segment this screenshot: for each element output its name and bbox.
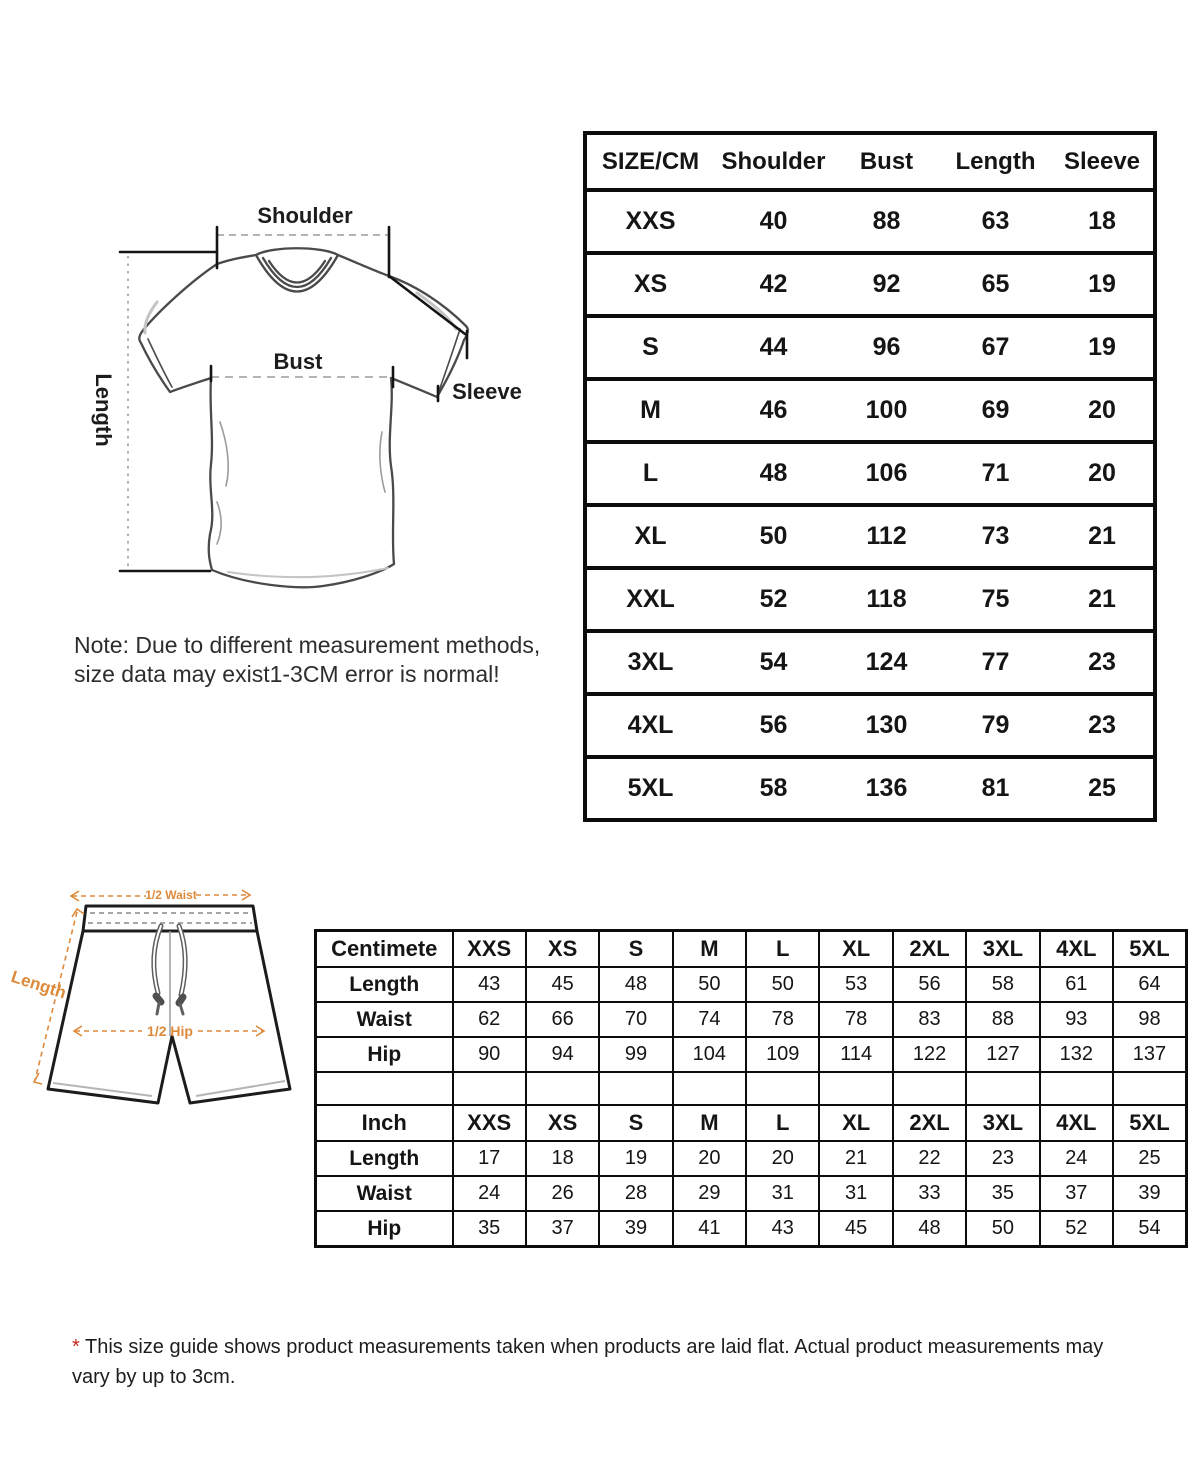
value-cell: 100 <box>865 396 908 424</box>
value-cell: 21 <box>1088 522 1116 550</box>
value-cell: 25 <box>1113 1141 1186 1176</box>
value-cell: 92 <box>872 270 901 298</box>
value-cell: L <box>746 931 819 968</box>
shirt-table-row <box>585 631 1155 694</box>
value-cell: 24 <box>453 1176 526 1211</box>
value-cell: 45 <box>819 1211 892 1247</box>
shirt-size-table <box>583 131 1157 822</box>
value-cell <box>1113 1072 1186 1105</box>
shirt-table-header-row <box>585 133 1155 190</box>
value-cell: 54 <box>759 648 788 676</box>
value-cell: M <box>673 1105 746 1141</box>
value-cell: 66 <box>526 1002 599 1037</box>
inch-table-header-row <box>316 1105 1187 1141</box>
value-cell: S <box>599 931 672 968</box>
value-cell: 40 <box>759 207 788 235</box>
shirt-table-row <box>585 379 1155 442</box>
row-label-cell: Waist <box>316 1176 453 1211</box>
value-cell: 71 <box>981 459 1010 487</box>
row-label-cell: 5XL <box>627 774 674 802</box>
value-cell: 3XL <box>966 931 1039 968</box>
value-cell: 22 <box>893 1141 966 1176</box>
value-cell: 20 <box>1088 396 1116 424</box>
measurement-note <box>74 631 540 689</box>
length-label: Length <box>91 373 116 447</box>
cm-table-header-row <box>316 931 1187 968</box>
value-cell: XS <box>526 1105 599 1141</box>
value-cell: 18 <box>526 1141 599 1176</box>
value-cell: 96 <box>872 333 901 361</box>
value-cell: 23 <box>1088 648 1116 676</box>
value-cell: 19 <box>599 1141 672 1176</box>
value-cell: 62 <box>453 1002 526 1037</box>
value-cell: 75 <box>981 585 1010 613</box>
value-cell: 48 <box>759 459 788 487</box>
value-cell: 37 <box>1040 1176 1113 1211</box>
value-cell: 50 <box>759 522 788 550</box>
value-cell: Bust <box>859 147 914 175</box>
shorts-measurement-diagram <box>0 860 320 1150</box>
row-label-cell: M <box>640 396 661 424</box>
value-cell: 3XL <box>966 1105 1039 1141</box>
value-cell: 19 <box>1088 270 1116 298</box>
half-hip-label: 1/2 Hip <box>147 1023 193 1039</box>
value-cell: 5XL <box>1113 931 1186 968</box>
value-cell: 58 <box>759 774 788 802</box>
value-cell: 104 <box>673 1037 746 1072</box>
value-cell: 35 <box>966 1176 1039 1211</box>
value-cell: 23 <box>966 1141 1039 1176</box>
shirt-table-row <box>585 442 1155 505</box>
value-cell: 26 <box>526 1176 599 1211</box>
value-cell: 35 <box>453 1211 526 1247</box>
cm-table-row <box>316 1002 1187 1037</box>
row-label-cell: XL <box>634 522 667 550</box>
value-cell: 74 <box>673 1002 746 1037</box>
value-cell: 99 <box>599 1037 672 1072</box>
value-cell: XXS <box>453 931 526 968</box>
value-cell: 50 <box>746 967 819 1002</box>
row-label-cell: SIZE/CM <box>601 147 700 175</box>
value-cell <box>1040 1072 1113 1105</box>
value-cell: 53 <box>819 967 892 1002</box>
value-cell: 56 <box>893 967 966 1002</box>
value-cell: 132 <box>1040 1037 1113 1072</box>
shirt-size-table-body <box>585 133 1155 820</box>
value-cell: L <box>746 1105 819 1141</box>
row-label-cell: Length <box>316 1141 453 1176</box>
value-cell <box>599 1072 672 1105</box>
row-label-cell: Waist <box>316 1002 453 1037</box>
inch-table-row <box>316 1141 1187 1176</box>
value-cell: 137 <box>1113 1037 1186 1072</box>
value-cell: 44 <box>759 333 788 361</box>
footnote-asterisk: * <box>72 1336 80 1358</box>
value-cell: 67 <box>981 333 1010 361</box>
value-cell: 5XL <box>1113 1105 1186 1141</box>
value-cell: 56 <box>759 711 788 739</box>
bust-label: Bust <box>273 349 323 374</box>
row-label-cell: Centimete <box>316 931 453 968</box>
value-cell: XL <box>819 1105 892 1141</box>
cm-table-row <box>316 1037 1187 1072</box>
row-label-cell: Hip <box>316 1037 453 1072</box>
row-label-cell: XS <box>633 270 668 298</box>
value-cell: 81 <box>981 774 1010 802</box>
value-cell: XXS <box>453 1105 526 1141</box>
value-cell: 90 <box>453 1037 526 1072</box>
value-cell: 42 <box>759 270 788 298</box>
value-cell: 20 <box>746 1141 819 1176</box>
spacer-row <box>316 1072 1187 1105</box>
value-cell: 43 <box>453 967 526 1002</box>
value-cell: 2XL <box>893 931 966 968</box>
shirt-table-row <box>585 316 1155 379</box>
value-cell: 79 <box>981 711 1010 739</box>
row-label-cell: 3XL <box>627 648 674 676</box>
value-cell: 70 <box>599 1002 672 1037</box>
value-cell: 2XL <box>893 1105 966 1141</box>
size-guide-footnote <box>72 1332 1200 1392</box>
value-cell: 17 <box>453 1141 526 1176</box>
value-cell: 41 <box>673 1211 746 1247</box>
value-cell: 19 <box>1088 333 1116 361</box>
value-cell <box>746 1072 819 1105</box>
shirt-table-row <box>585 190 1155 253</box>
footnote-line1: This size guide shows product measurements taken when products are laid flat. Actual product measurements may <box>85 1336 1104 1358</box>
value-cell: Length <box>955 147 1036 175</box>
value-cell: S <box>599 1105 672 1141</box>
half-waist-label: 1/2 Waist <box>145 888 197 902</box>
value-cell: 64 <box>1113 967 1186 1002</box>
row-label-cell: S <box>642 333 659 361</box>
row-label-cell: Length <box>316 967 453 1002</box>
value-cell: M <box>673 931 746 968</box>
value-cell: 127 <box>966 1037 1039 1072</box>
shorts-size-table <box>314 929 1188 1248</box>
value-cell: 88 <box>966 1002 1039 1037</box>
value-cell <box>966 1072 1039 1105</box>
value-cell: 39 <box>599 1211 672 1247</box>
value-cell: 20 <box>673 1141 746 1176</box>
value-cell: 4XL <box>1040 931 1113 968</box>
value-cell <box>893 1072 966 1105</box>
value-cell: 50 <box>673 967 746 1002</box>
footnote-line2: vary by up to 3cm. <box>72 1366 236 1388</box>
value-cell: 21 <box>1088 585 1116 613</box>
row-label-cell: Hip <box>316 1211 453 1247</box>
value-cell: 77 <box>981 648 1010 676</box>
value-cell: 28 <box>599 1176 672 1211</box>
row-label-cell: XXL <box>626 585 675 613</box>
measurement-note-line2: size data may exist1-3CM error is normal! <box>74 661 500 687</box>
value-cell: Sleeve <box>1063 147 1141 175</box>
value-cell <box>453 1072 526 1105</box>
row-label-cell <box>316 1072 453 1105</box>
shoulder-label: Shoulder <box>257 203 353 228</box>
value-cell: 98 <box>1113 1002 1186 1037</box>
row-label-cell: Inch <box>316 1105 453 1141</box>
value-cell: 50 <box>966 1211 1039 1247</box>
value-cell: XL <box>819 931 892 968</box>
value-cell: 21 <box>819 1141 892 1176</box>
value-cell: 37 <box>526 1211 599 1247</box>
value-cell: 29 <box>673 1176 746 1211</box>
value-cell: 114 <box>819 1037 892 1072</box>
shirt-table-row <box>585 694 1155 757</box>
value-cell <box>526 1072 599 1105</box>
shirt-table-row <box>585 505 1155 568</box>
sleeve-label: Sleeve <box>452 379 522 404</box>
value-cell: 94 <box>526 1037 599 1072</box>
value-cell: 69 <box>981 396 1010 424</box>
value-cell: 73 <box>981 522 1010 550</box>
value-cell: 48 <box>893 1211 966 1247</box>
value-cell: 52 <box>759 585 788 613</box>
value-cell: 78 <box>819 1002 892 1037</box>
value-cell: 46 <box>759 396 788 424</box>
inch-table-row <box>316 1211 1187 1247</box>
value-cell: 112 <box>866 522 907 550</box>
value-cell: 33 <box>893 1176 966 1211</box>
value-cell: 45 <box>526 967 599 1002</box>
value-cell: 43 <box>746 1211 819 1247</box>
row-label-cell: L <box>642 459 659 487</box>
value-cell: 52 <box>1040 1211 1113 1247</box>
value-cell <box>673 1072 746 1105</box>
value-cell: 61 <box>1040 967 1113 1002</box>
cm-table-row <box>316 967 1187 1002</box>
value-cell: 58 <box>966 967 1039 1002</box>
value-cell: 39 <box>1113 1176 1186 1211</box>
value-cell: 4XL <box>1040 1105 1113 1141</box>
value-cell: 63 <box>981 207 1010 235</box>
value-cell <box>819 1072 892 1105</box>
value-cell: 31 <box>819 1176 892 1211</box>
shorts-size-table-body <box>316 931 1187 1247</box>
value-cell: 124 <box>865 648 908 676</box>
value-cell: 83 <box>893 1002 966 1037</box>
shorts-outline <box>48 906 290 1103</box>
tshirt-measurement-diagram <box>60 180 560 620</box>
value-cell: 93 <box>1040 1002 1113 1037</box>
value-cell: 106 <box>865 459 908 487</box>
value-cell: 136 <box>865 774 908 802</box>
shirt-table-row <box>585 568 1155 631</box>
value-cell: 109 <box>746 1037 819 1072</box>
value-cell: 122 <box>893 1037 966 1072</box>
value-cell: 130 <box>865 711 908 739</box>
row-label-cell: XXS <box>625 207 676 235</box>
measurement-note-line1: Note: Due to different measurement methods, <box>74 632 541 658</box>
value-cell: Shoulder <box>721 147 826 175</box>
value-cell: 65 <box>981 270 1010 298</box>
shorts-length-label: Length <box>8 966 69 1003</box>
value-cell: 23 <box>1088 711 1116 739</box>
row-label-cell: 4XL <box>627 711 674 739</box>
value-cell: 48 <box>599 967 672 1002</box>
value-cell: 25 <box>1088 774 1116 802</box>
shirt-table-row <box>585 757 1155 820</box>
value-cell: 54 <box>1113 1211 1186 1247</box>
shirt-table-row <box>585 253 1155 316</box>
value-cell: XS <box>526 931 599 968</box>
value-cell: 118 <box>866 585 907 613</box>
value-cell: 31 <box>746 1176 819 1211</box>
value-cell: 18 <box>1088 207 1116 235</box>
inch-table-row <box>316 1176 1187 1211</box>
value-cell: 78 <box>746 1002 819 1037</box>
value-cell: 24 <box>1040 1141 1113 1176</box>
value-cell: 20 <box>1088 459 1116 487</box>
value-cell: 88 <box>872 207 901 235</box>
